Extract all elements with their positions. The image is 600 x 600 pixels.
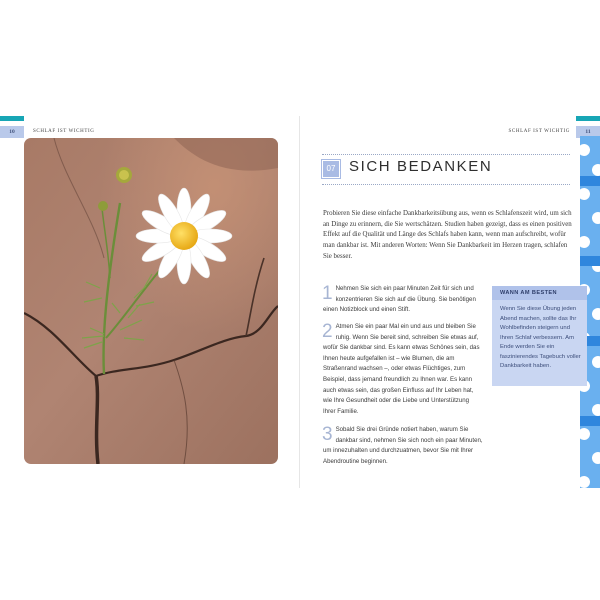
step-text: Nehmen Sie sich ein paar Minuten Zeit für sich und konzentrieren Sie sich auf die Übung. Sie benötigen einen Notizblock und einen Stift. xyxy=(323,285,476,314)
running-head-right: SCHLAF IST WICHTIG xyxy=(508,129,570,134)
step-3 xyxy=(323,425,483,467)
step-text: Sobald Sie drei Gründe notiert haben, warum Sie dankbar sind, nehmen Sie sich noch ein paar Minuten, um innezuhalten und durchzuatmen, bevor Sie mit Ihrer Abendroutine beginnen. xyxy=(323,426,483,465)
tip-box-text: Wenn Sie diese Übung jeden Abend machen, sollte das Ihr Wohlbefinden steigern und Ihren Schlaf verbessern. Am Ende werden Sie ein faszinierendes Tagebuch voller Dankbarkeit haben. xyxy=(500,306,581,369)
intro-paragraph: Probieren Sie diese einfache Dankbarkeitsübung aus, wenn es Schlafenszeit wird, um sich an Dinge zu erinnern, die Sie wertschätzen. Studien haben gezeigt, dass es einen positiven Effekt auf die Qualität und Länge des Schlafs haben kann, wenn man aufschreibt, wofür man dankbar ist. Mit anderen Worten: Wenn Sie Dankbarkeit im Herzen tragen, schlafen Sie besser. xyxy=(323,210,572,260)
page-gutter xyxy=(299,116,300,488)
daisy-illustration xyxy=(24,138,278,464)
page-number-right: 11 xyxy=(576,126,600,138)
heading-rule-top xyxy=(322,154,570,155)
step-number: 2 xyxy=(322,321,333,342)
tip-box xyxy=(492,286,587,386)
step-text: Atmen Sie ein paar Mal ein und aus und bleiben Sie ruhig. Wenn Sie bereit sind, schreiben Sie etwas auf, wofür Sie dankbar sind. Es kann etwas Schönes sein, das Ihnen heute aufgefallen ist – wie Blumen, die am Straßenrand wachsen –, oder etwas Flüchtiges, zum Beispiel, dass jemand freundlich zu Ihnen war. Es kann auch etwas sein, das großen Einfluss auf Ihr Leben hat, wie Ihre Gesundheit oder die Liebe und Unterstützung Ihrer Familie. xyxy=(323,323,480,415)
page-number-left: 10 xyxy=(0,126,24,138)
step-1 xyxy=(323,284,483,316)
accent-bar-left xyxy=(0,116,24,121)
heading-rule-bottom xyxy=(322,184,570,185)
step-number: 1 xyxy=(322,283,333,304)
step-2 xyxy=(323,322,483,417)
running-head-left: SCHLAF IST WICHTIG xyxy=(33,129,95,134)
daisy-photo xyxy=(24,138,278,464)
section-title: SICH BEDANKEN xyxy=(349,158,493,175)
book-spread xyxy=(0,116,600,488)
accent-bar-right xyxy=(576,116,600,121)
section-number-badge: 07 xyxy=(322,160,340,178)
step-number: 3 xyxy=(322,424,333,445)
tip-box-title: WANN AM BESTEN xyxy=(492,286,587,300)
